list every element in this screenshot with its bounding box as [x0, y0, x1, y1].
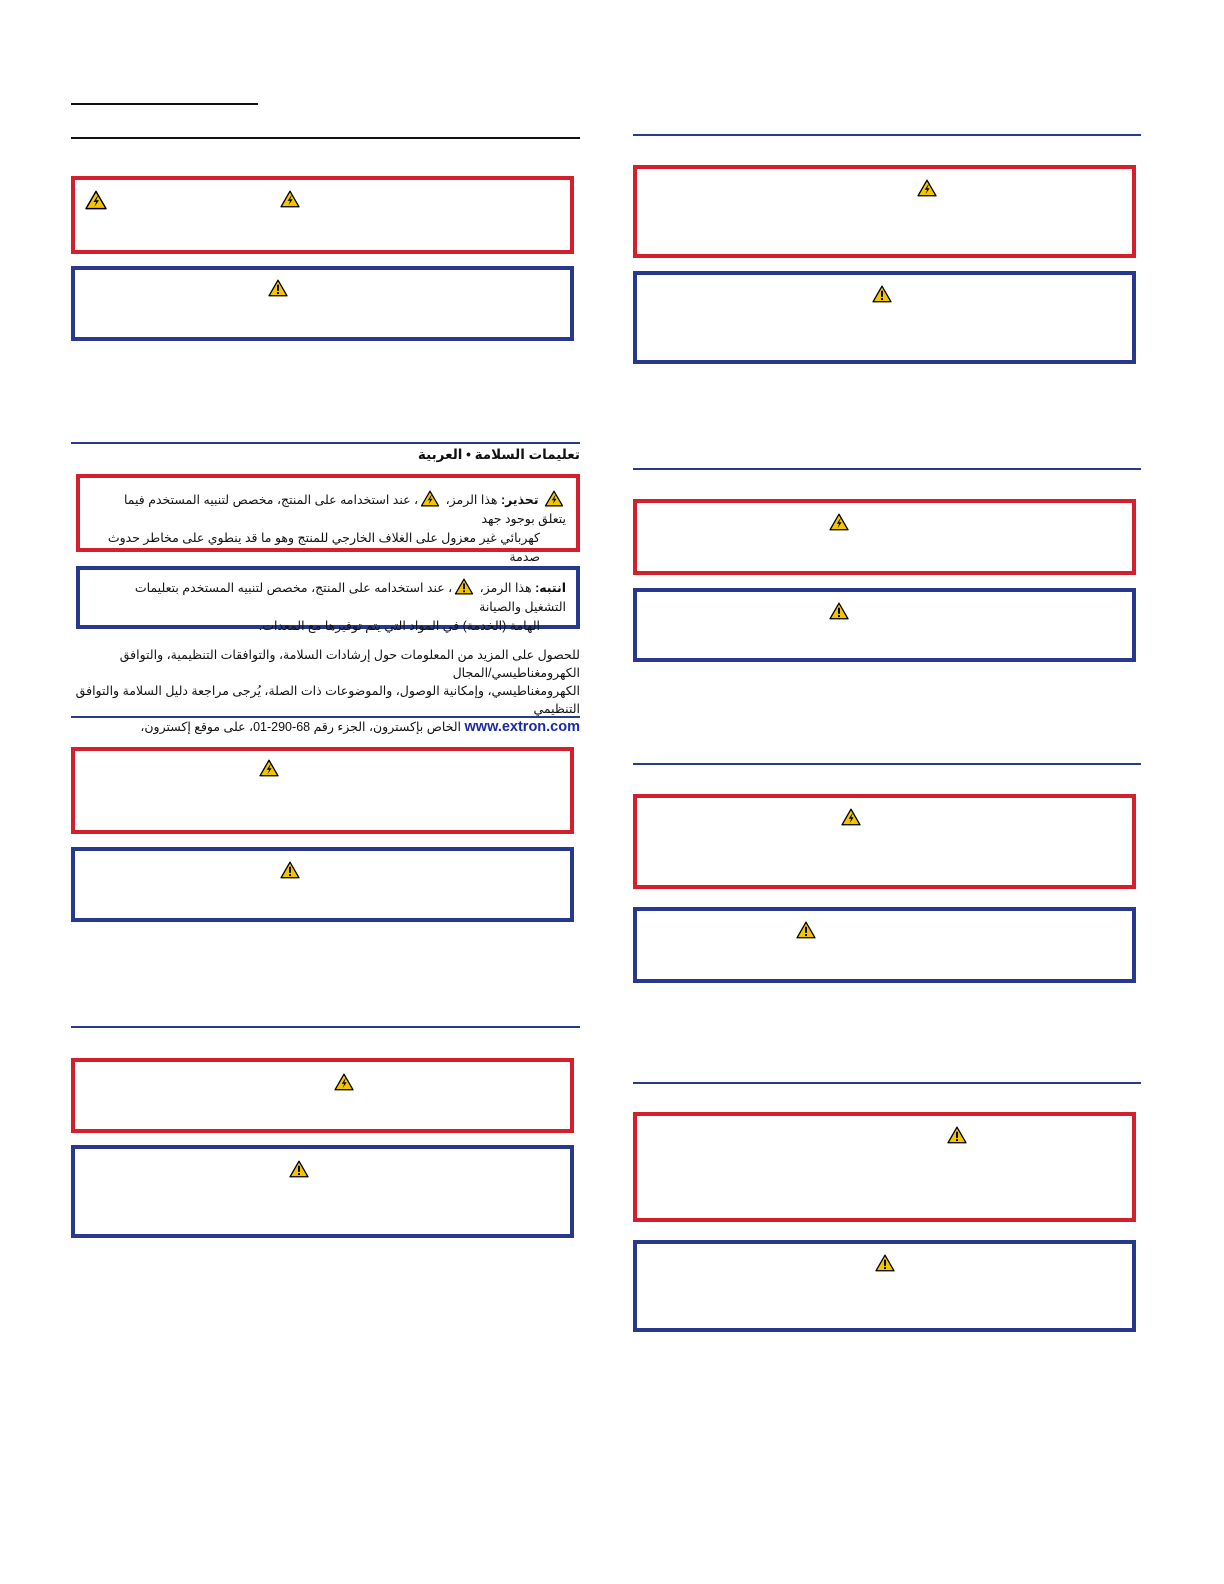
attention-label: انتبه:	[535, 581, 566, 595]
lightning-warning-icon	[280, 190, 300, 208]
warning-box	[71, 176, 574, 254]
warning-box	[71, 1058, 574, 1133]
caution-icon	[829, 602, 849, 620]
warning-box	[633, 794, 1136, 889]
caution-icon	[796, 921, 816, 939]
section-rule	[633, 1082, 1141, 1084]
caution-icon	[289, 1160, 309, 1178]
lightning-warning-icon	[259, 759, 279, 777]
section-rule	[71, 1026, 580, 1028]
lightning-warning-icon	[544, 490, 564, 507]
section-rule	[71, 716, 580, 718]
caution-icon	[875, 1254, 895, 1272]
warning-text-a: هذا الرمز،	[445, 493, 498, 507]
extron-website-link[interactable]: www.extron.com	[464, 719, 580, 735]
caution-box	[71, 1145, 574, 1238]
arabic-info-paragraph	[65, 646, 580, 736]
arabic-warning-line2: كهربائي غير معزول على الغلاف الخارجي للمنتج وهو ما قد ينطوي على مخاطر حدوث صدمة	[107, 531, 540, 564]
arabic-section-heading: تعليمات السلامة • العربية	[417, 447, 580, 462]
caution-icon	[947, 1126, 967, 1144]
caution-box	[71, 266, 574, 341]
header-rule	[71, 103, 258, 105]
info-line2: الكهرومغناطيسي، وإمكانية الوصول، والموضوعات ذات الصلة، يُرجى مراجعة دليل السلامة والتوافق التنظيمي	[75, 684, 580, 716]
section-rule	[633, 763, 1141, 765]
caution-box	[633, 907, 1136, 983]
caution-box	[71, 847, 574, 922]
arabic-caution-box	[76, 566, 580, 633]
warning-box	[71, 747, 574, 834]
arabic-caution-line1	[96, 578, 566, 617]
lightning-warning-icon	[841, 808, 861, 826]
info-line3	[65, 718, 580, 736]
section-rule	[633, 134, 1141, 136]
attention-text-b: ، عند استخدامه على المنتج، مخصص لتنبيه المستخدم بتعليمات التشغيل والصيانة	[134, 581, 566, 614]
caution-icon	[454, 578, 474, 595]
section-rule	[633, 468, 1141, 470]
caution-icon	[872, 285, 892, 303]
attention-text-a: هذا الرمز،	[479, 581, 532, 595]
lightning-warning-icon	[85, 190, 107, 210]
section-rule	[71, 137, 580, 139]
warning-box	[633, 1112, 1136, 1222]
lightning-warning-icon	[334, 1073, 354, 1091]
warning-box	[633, 499, 1136, 575]
lightning-warning-icon	[917, 179, 937, 197]
arabic-caution-text	[96, 578, 566, 636]
warning-box	[633, 165, 1136, 258]
arabic-caution-line2: الهامة (الخدمة) في المواد التي يتم توفيرها مع المعدات.	[258, 619, 540, 633]
info-line3-text: الخاص بإكسترون، الجزء رقم 68-290-01، على موقع إكسترون،	[140, 720, 462, 734]
lightning-warning-icon	[420, 490, 440, 507]
caution-icon	[268, 279, 288, 297]
arabic-warning-line1	[96, 490, 566, 529]
info-line1: للحصول على المزيد من المعلومات حول إرشادات السلامة، والتوافقات التنظيمية، والتوافق الكهرومغناطيسي/المجال	[119, 648, 580, 680]
caution-box	[633, 271, 1136, 364]
arabic-warning-box	[76, 474, 580, 564]
lightning-warning-icon	[829, 513, 849, 531]
caution-box	[633, 1240, 1136, 1332]
caution-icon	[280, 861, 300, 879]
warning-text-b: ، عند استخدامه على المنتج، مخصص لتنبيه المستخدم فيما يتعلق بوجود جهد	[123, 493, 566, 526]
caution-box	[633, 588, 1136, 662]
warning-label: تحذير:	[500, 493, 539, 507]
section-rule	[71, 442, 580, 444]
